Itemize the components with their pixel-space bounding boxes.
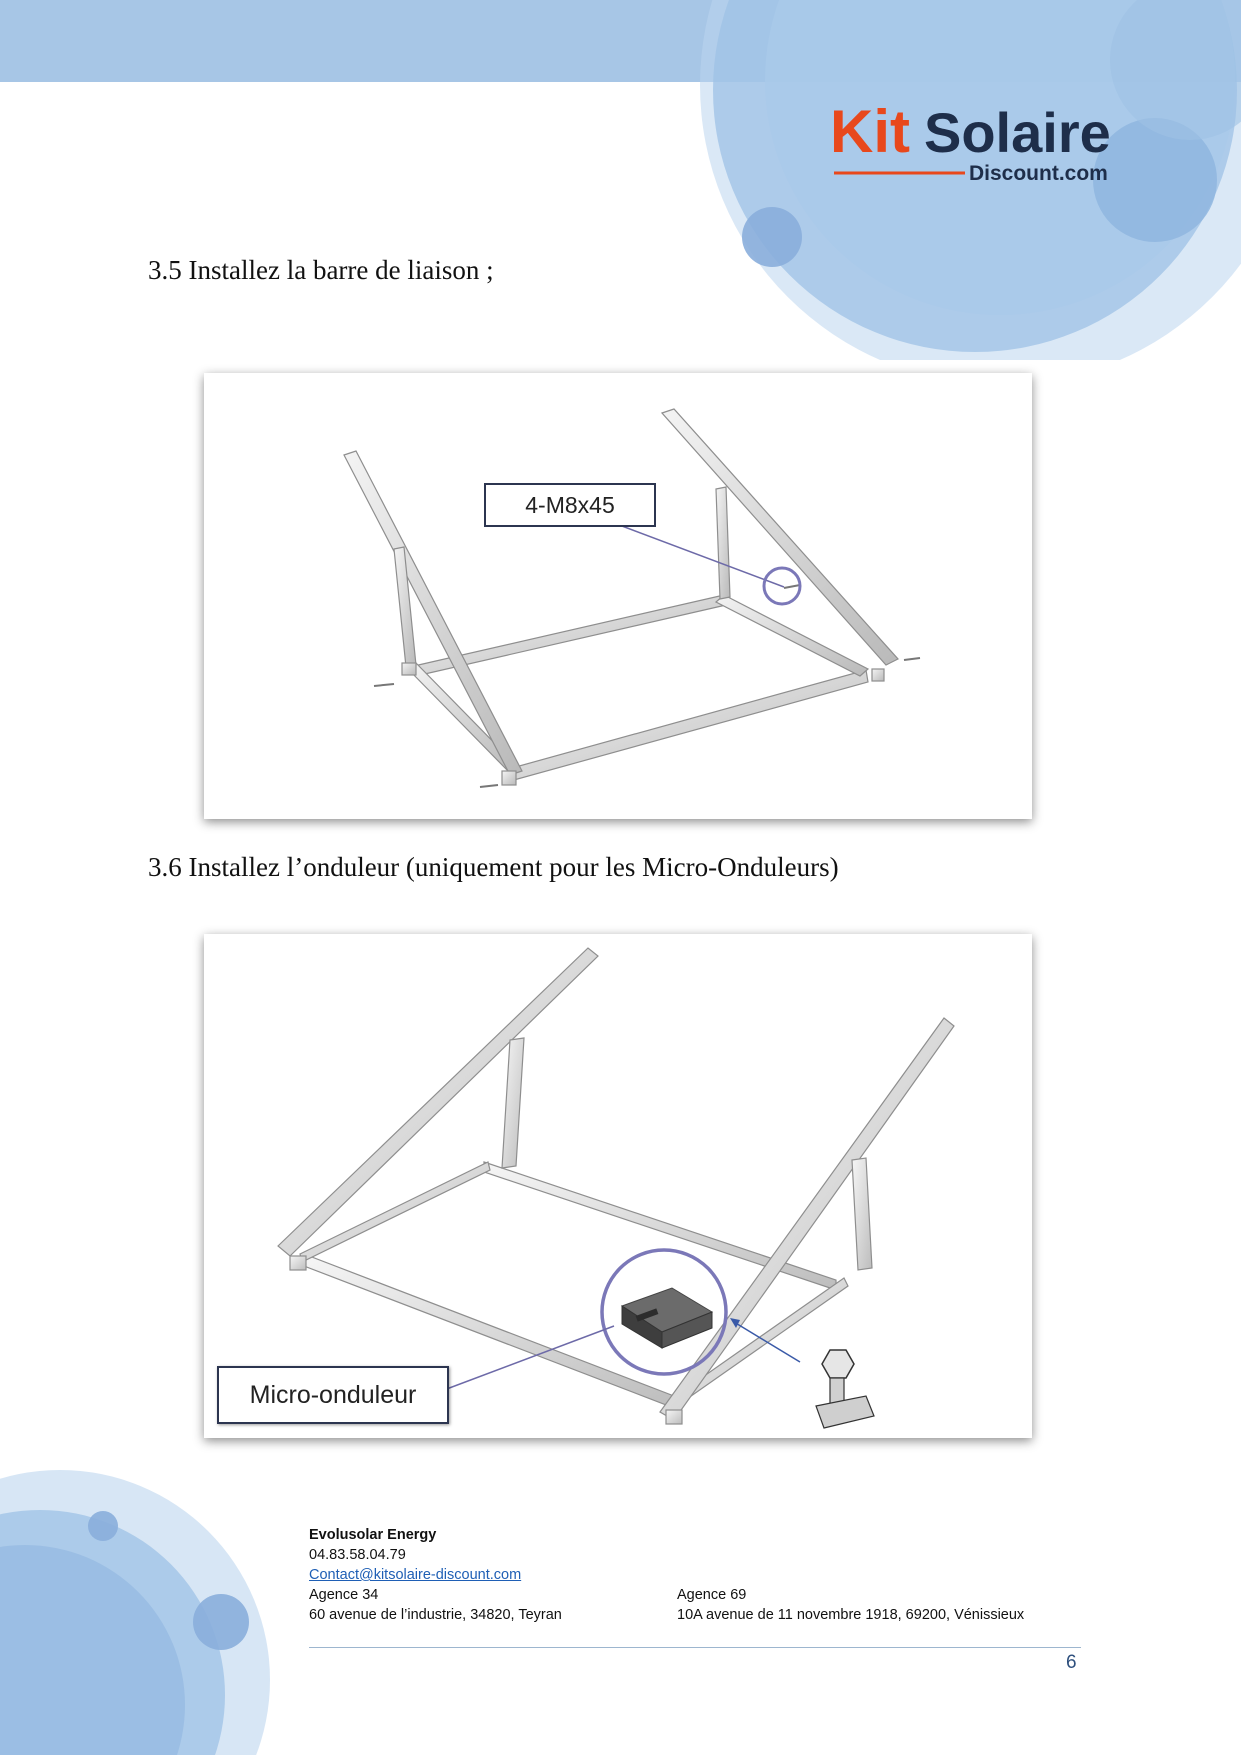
bolt-spec-callout: 4-M8x45 bbox=[484, 483, 656, 527]
frame-illustration-tie-bar bbox=[204, 373, 1032, 819]
clamp-detail-illustration bbox=[814, 1344, 880, 1430]
logo-brand-part2: Solaire bbox=[924, 101, 1111, 164]
footer-agency-69 bbox=[677, 1585, 1024, 1625]
watercolor-decoration-bottom bbox=[0, 1470, 360, 1755]
footer-agency-34-address: 60 avenue de l’industrie, 34820, Teyran bbox=[309, 1607, 562, 1623]
micro-inverter-callout: Micro-onduleur bbox=[217, 1366, 449, 1424]
footer-company: Evolusolar Energy bbox=[309, 1527, 437, 1543]
footer-agency-69-address: 10A avenue de 11 novembre 1918, 69200, Vénissieux bbox=[677, 1607, 1025, 1623]
logo-brand-sub: Discount.com bbox=[969, 162, 1108, 185]
footer-phone: 04.83.58.04.79 bbox=[309, 1547, 406, 1563]
section-heading-3-6: 3.6 Installez l’onduleur (uniquement pour les Micro-Onduleurs) bbox=[148, 852, 839, 882]
section-heading-3-5: 3.5 Installez la barre de liaison ; bbox=[148, 255, 494, 285]
frame-illustration-micro-inverter bbox=[204, 934, 1032, 1438]
kitsolaire-logo bbox=[828, 96, 1128, 192]
footer-agency-34-name: Agence 34 bbox=[309, 1587, 379, 1603]
figure-micro-inverter bbox=[204, 934, 1032, 1438]
footer-contact bbox=[309, 1525, 562, 1625]
figure-tie-bar bbox=[204, 373, 1032, 819]
footer-email-link[interactable]: Contact@kitsolaire-discount.com bbox=[309, 1567, 522, 1583]
footer-agency-69-name: Agence 69 bbox=[677, 1587, 747, 1603]
logo-brand-part1: Kit bbox=[830, 98, 910, 165]
page-number: 6 bbox=[1066, 1652, 1077, 1673]
footer-divider bbox=[309, 1647, 1081, 1648]
